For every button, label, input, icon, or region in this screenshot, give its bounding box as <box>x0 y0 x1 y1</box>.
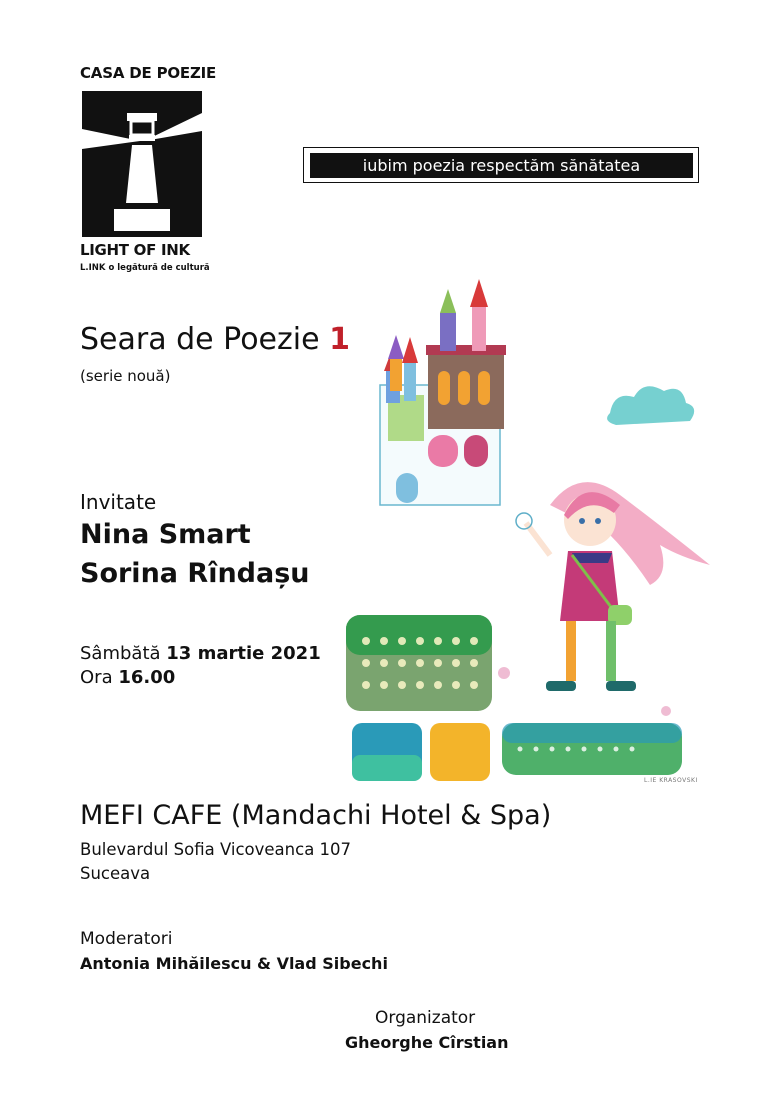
event-time <box>80 667 175 688</box>
moderators-names: Antonia Mihăilescu & Vlad Sibechi <box>80 954 388 973</box>
guest-name: Nina Smart <box>80 519 251 550</box>
event-title-text: Seara de Poezie <box>80 322 320 357</box>
event-subtitle: (serie nouă) <box>80 367 171 385</box>
cloud-drawing <box>607 386 694 425</box>
event-day: Sâmbătă <box>80 643 161 664</box>
slogan-banner: iubim poezia respectăm sănătatea <box>310 153 693 178</box>
girl-drawing <box>516 482 710 691</box>
guests-label: Invitate <box>80 490 157 514</box>
event-date <box>80 643 321 664</box>
moderators-label: Moderatori <box>80 929 173 949</box>
guest-name: Sorina Rîndașu <box>80 558 310 589</box>
organizer-name: Gheorghe Cîrstian <box>345 1033 509 1052</box>
brand-tagline: L.INK o legătură de cultură <box>80 263 210 273</box>
event-date-value: 13 martie 2021 <box>166 643 321 664</box>
organizer-label: Organizator <box>375 1008 476 1028</box>
castle-drawing <box>380 279 506 505</box>
brand-name: LIGHT OF INK <box>80 241 190 259</box>
event-number: 1 <box>329 322 350 357</box>
castle-girl-illustration <box>340 275 720 795</box>
event-title <box>80 322 350 357</box>
event-time-label: Ora <box>80 667 113 688</box>
venue-name: MEFI CAFE (Mandachi Hotel & Spa) <box>80 800 552 831</box>
venue-city: Suceava <box>80 864 151 883</box>
lighthouse-logo-icon <box>82 91 202 237</box>
illustration-signature: L.IE KRASOVSKI <box>644 777 698 784</box>
venue-street: Bulevardul Sofia Vicoveanca 107 <box>80 840 352 859</box>
brand-top-text: CASA DE POEZIE <box>80 64 217 82</box>
event-time-value: 16.00 <box>118 667 176 688</box>
